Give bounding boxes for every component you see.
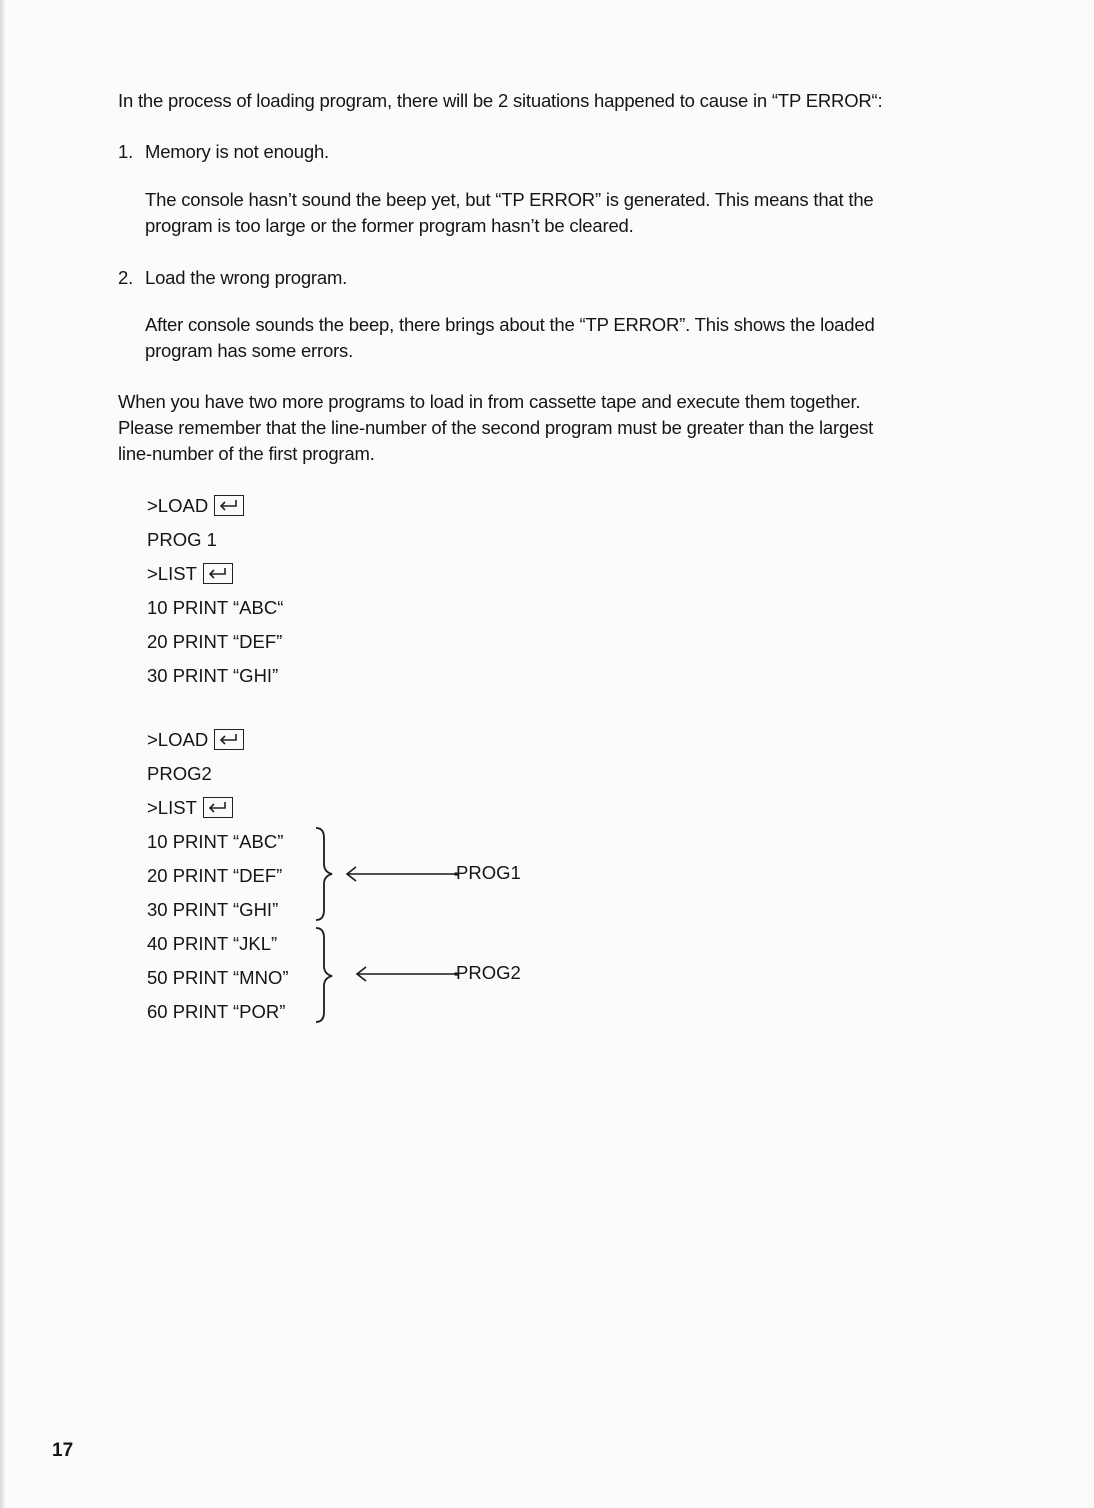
page-edge-shadow <box>0 0 6 1508</box>
load-command: >LOAD <box>147 495 209 516</box>
list-command: >LIST <box>147 563 197 584</box>
list-command-line <box>147 557 283 591</box>
return-key-icon <box>203 797 233 818</box>
intro-paragraph <box>118 88 978 114</box>
note-line: line-number of the first program. <box>118 443 375 464</box>
code-line: 50 PRINT “MNO” <box>147 967 289 988</box>
annotation-prog1: PROG1 <box>456 862 521 883</box>
code-line: 20 PRINT “DEF” <box>147 631 283 652</box>
code-line: 40 PRINT “JKL” <box>147 933 278 954</box>
brace-prog2 <box>312 926 462 1026</box>
code-example-1 <box>147 489 283 693</box>
code-line: 30 PRINT “GHI” <box>147 899 279 920</box>
body-line: After console sounds the beep, there brings about the “TP ERROR”. This shows the loaded <box>145 314 875 335</box>
body-line: program has some errors. <box>145 340 354 361</box>
item-number: 2. <box>118 267 134 288</box>
item-2-body <box>145 312 977 364</box>
return-key-icon <box>214 495 244 516</box>
return-key-icon <box>203 563 233 584</box>
code-line: 10 PRINT “ABC” <box>147 831 284 852</box>
program-name: PROG2 <box>147 763 212 784</box>
annotation-prog2: PROG2 <box>456 962 521 983</box>
note-paragraph <box>118 389 978 467</box>
item-1-heading <box>118 139 978 165</box>
code-line: 20 PRINT “DEF” <box>147 865 283 886</box>
item-number: 1. <box>118 141 134 162</box>
load-command-line <box>147 489 283 523</box>
body-line: The console hasn’t sound the beep yet, but “TP ERROR” is generated. This means that the <box>145 189 874 210</box>
code-line: 10 PRINT “ABC“ <box>147 597 284 618</box>
return-key-icon <box>214 729 244 750</box>
list-command: >LIST <box>147 797 197 818</box>
code-line: 30 PRINT “GHI” <box>147 665 279 686</box>
intro-text: In the process of loading program, there will be 2 situations happened to cause in “TP ERROR“: <box>118 90 883 111</box>
list-command-line <box>147 791 289 825</box>
item-2-heading <box>118 265 978 291</box>
body-line: program is too large or the former program hasn’t be cleared. <box>145 215 634 236</box>
load-command-line <box>147 723 289 757</box>
code-example-2 <box>147 723 289 1029</box>
note-line: Please remember that the line-number of the second program must be greater than the largest <box>118 417 874 438</box>
code-line: 60 PRINT “POR” <box>147 1001 286 1022</box>
item-1-body <box>145 187 977 239</box>
brace-prog1 <box>312 826 462 922</box>
note-line: When you have two more programs to load in from cassette tape and execute them together. <box>118 391 861 412</box>
program-name: PROG 1 <box>147 529 217 550</box>
load-command: >LOAD <box>147 729 209 750</box>
page-number: 17 <box>52 1440 74 1461</box>
item-title: Memory is not enough. <box>145 141 329 162</box>
item-title: Load the wrong program. <box>145 267 348 288</box>
